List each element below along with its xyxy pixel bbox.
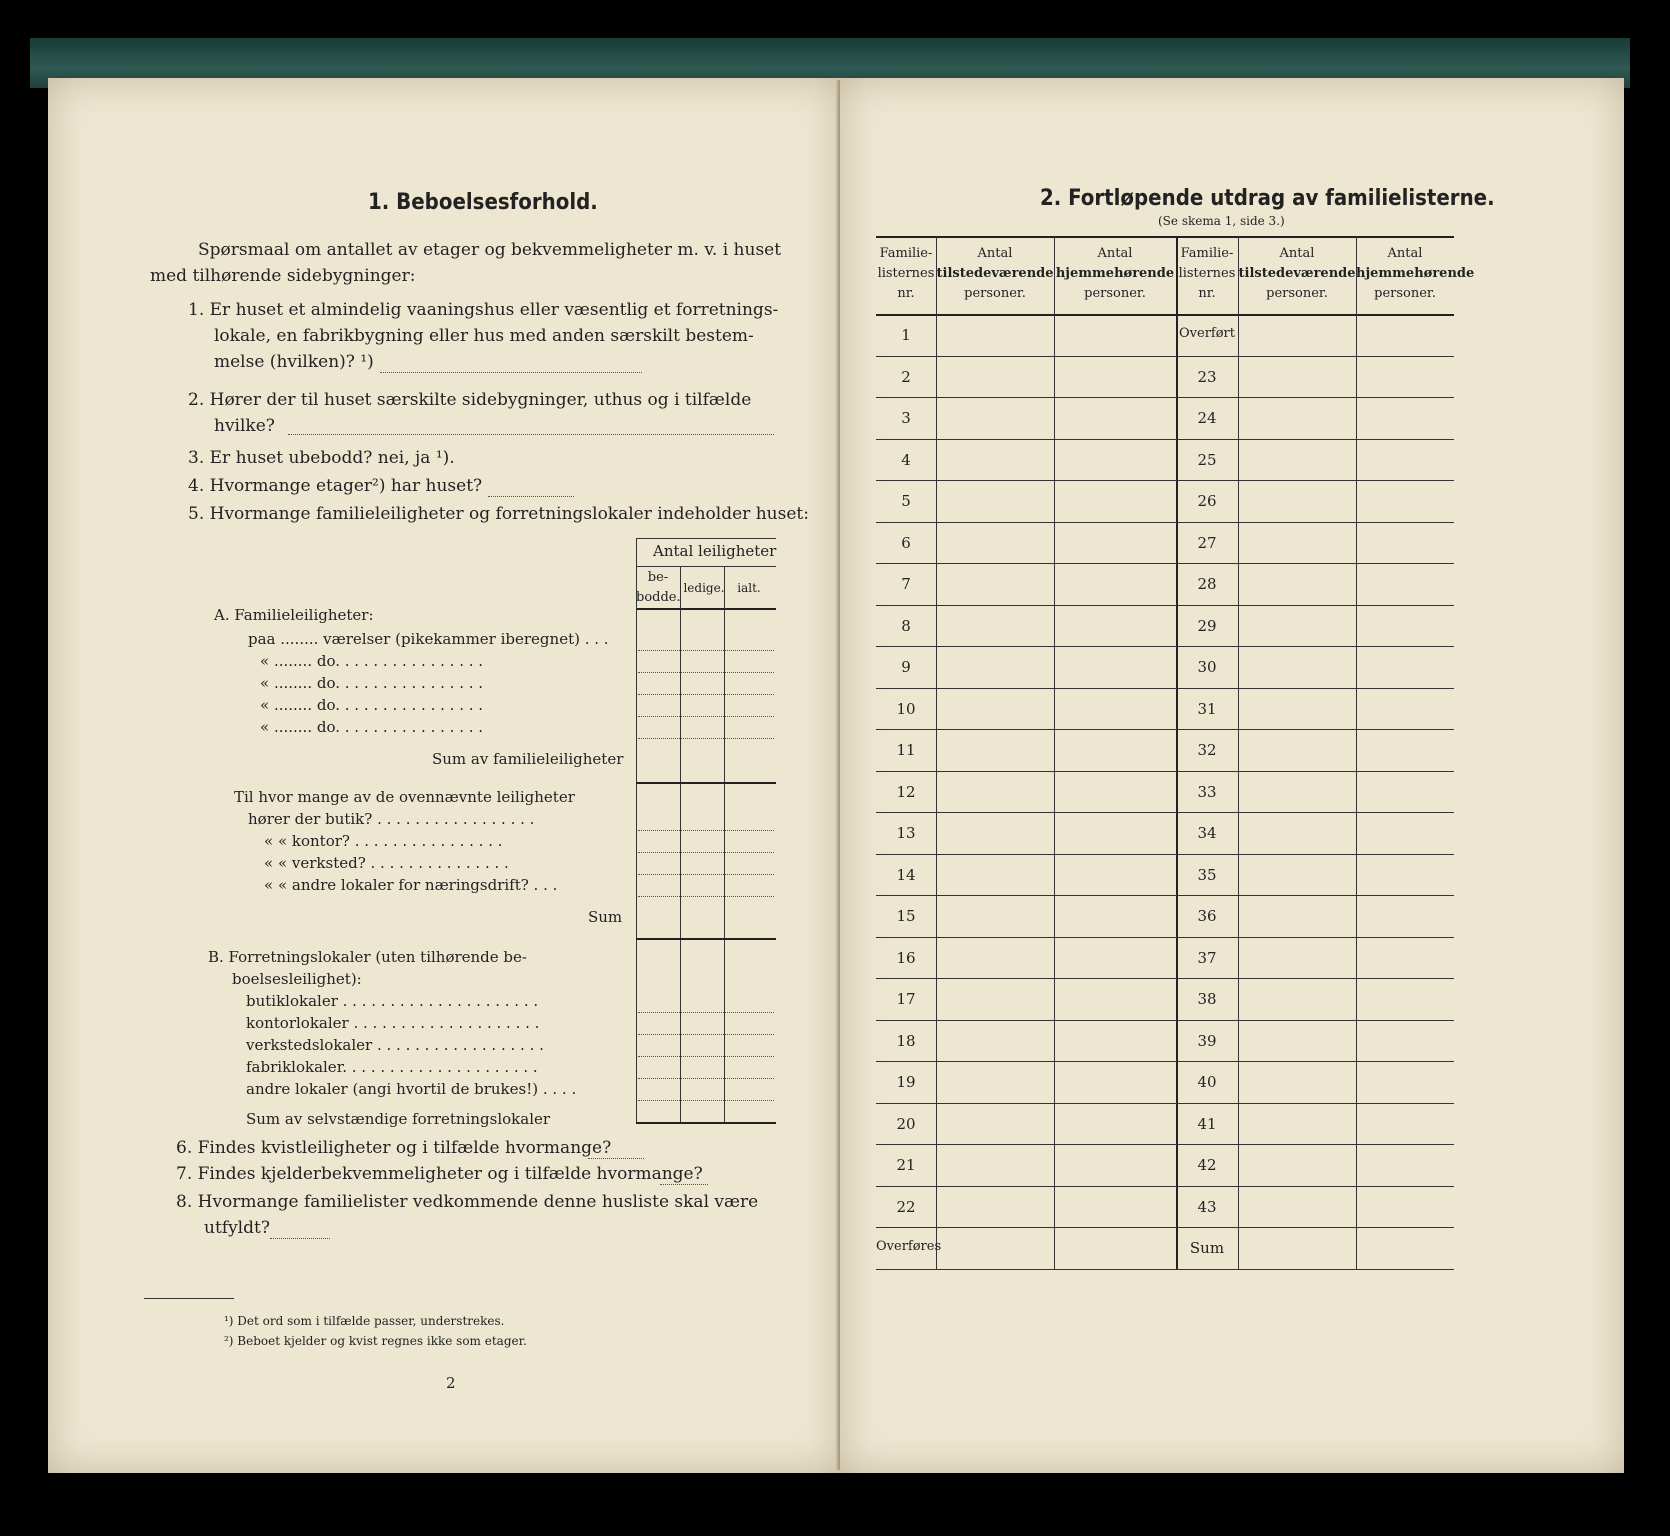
row-verkstedslokaler: verkstedslokaler . . . . . . . . . . . . . . . . . . (246, 1036, 544, 1054)
row-a-3: « ........ do. . . . . . . . . . . . . . . . (260, 674, 484, 692)
ledger-right-number: 41 (1197, 1114, 1217, 1133)
ledger-entry-cell[interactable] (938, 524, 1052, 562)
ledger-row-rule (876, 978, 1454, 979)
ledger-column-rule (1356, 236, 1357, 1269)
ledger-left-number: 6 (901, 533, 911, 552)
ledger-entry-cell[interactable] (938, 316, 1052, 354)
ledger-entry-cell[interactable] (938, 1188, 1052, 1226)
ledger-entry-cell[interactable] (1056, 607, 1174, 645)
ledger-entry-cell[interactable] (1358, 316, 1452, 354)
ledger-row-rule (876, 563, 1454, 564)
ledger-right-number: 33 (1197, 782, 1217, 801)
ledger-entry-cell[interactable] (1240, 1188, 1354, 1226)
ledger-entry-cell[interactable] (1358, 1105, 1452, 1143)
ledger-entry-cell[interactable] (1056, 1063, 1174, 1101)
ledger-entry-cell[interactable] (938, 980, 1052, 1018)
question-7: 7. Findes kjelderbekvemmeligheter og i tilfælde hvormange? (176, 1164, 703, 1184)
header-tilstedevaerende: Antal tilstedeværende personer. (936, 246, 1054, 301)
ledger-entry-cell[interactable] (1240, 731, 1354, 769)
ledger-entry-cell[interactable] (1240, 648, 1354, 686)
question-2-line-2: hvilke? (214, 416, 275, 436)
ledger-left-number: 11 (896, 741, 916, 759)
ledger-entry-cell[interactable] (1056, 939, 1174, 977)
ledger-right-number: 30 (1197, 658, 1217, 676)
ledger-row-rule (876, 1227, 1454, 1228)
ledger-column-rule (1238, 236, 1239, 1269)
question-3: 3. Er huset ubebodd? nei, ja ¹). (188, 448, 455, 468)
section-b-line-2: boelsesleilighet): (232, 970, 362, 988)
row-a-5: « ........ do. . . . . . . . . . . . . . . . (260, 718, 484, 736)
ledger-entry-cell[interactable] (938, 399, 1052, 437)
ledger-entry-cell[interactable] (1240, 1146, 1354, 1184)
question-8-line-1: 8. Hvormange familielister vedkommende denne husliste skal være (176, 1192, 759, 1212)
ledger-entry-cell[interactable] (1358, 939, 1452, 977)
sum-shop-label: Sum (588, 908, 623, 926)
ledger-right-number: 39 (1197, 1031, 1217, 1050)
ledger-entry-cell[interactable] (1056, 814, 1174, 852)
ledger-row-rule (876, 480, 1454, 481)
ledger-row-rule (876, 605, 1454, 606)
ledger-entry-cell[interactable] (1240, 1229, 1354, 1267)
ledger-left-number: 14 (896, 865, 916, 884)
ledger-right-number: 27 (1197, 533, 1217, 552)
ledger-entry-cell[interactable] (1240, 607, 1354, 645)
ledger-entry-cell[interactable] (1240, 482, 1354, 520)
ledger-entry-cell[interactable] (1056, 1105, 1174, 1143)
ledger-entry-cell[interactable] (1240, 856, 1354, 894)
ledger-right-number: 31 (1197, 699, 1217, 718)
ledger-entry-cell[interactable] (938, 1146, 1052, 1184)
ledger-entry-cell[interactable] (938, 1063, 1052, 1101)
ledger-entry-cell[interactable] (1240, 1063, 1354, 1101)
ledger-entry-cell[interactable] (938, 814, 1052, 852)
ledger-left-number: 1 (901, 326, 911, 344)
ledger-left-number: 13 (896, 824, 916, 842)
row-butiklokaler: butiklokaler . . . . . . . . . . . . . . . . . . . . . (246, 992, 539, 1010)
answer-line-q2[interactable] (288, 434, 774, 435)
ledger-row-rule (876, 1144, 1454, 1145)
ledger-right-number: Sum (1189, 1239, 1225, 1257)
sum-familieleiligheter-label: Sum av familieleiligheter (432, 750, 624, 768)
ledger-entry-cell[interactable] (1358, 690, 1452, 728)
ledger-entry-cell[interactable] (1056, 1146, 1174, 1184)
ledger-entry-cell[interactable] (1240, 939, 1354, 977)
answer-line-q4[interactable] (488, 496, 574, 497)
ledger-entry-cell[interactable] (1240, 316, 1354, 354)
row-kontor: « « kontor? . . . . . . . . . . . . . . . . (264, 832, 503, 850)
ledger-entry-cell[interactable] (1056, 897, 1174, 935)
ledger-entry-cell[interactable] (1240, 1105, 1354, 1143)
ledger-right-number: 34 (1197, 824, 1217, 842)
ledger-entry-cell[interactable] (938, 441, 1052, 479)
ledger-left-number: 15 (896, 907, 916, 925)
ledger-left-number: 5 (901, 492, 911, 510)
ledger-row-rule (876, 937, 1454, 938)
ledger-entry-cell[interactable] (1358, 1146, 1452, 1184)
row-fabriklokaler: fabriklokaler. . . . . . . . . . . . . . . . . . . . . (246, 1058, 538, 1076)
ledger-row-rule (876, 729, 1454, 730)
ledger-left-number: 16 (896, 948, 916, 967)
row-verksted: « « verksted? . . . . . . . . . . . . . . . (264, 854, 509, 872)
ledger-right-number: 28 (1197, 575, 1217, 593)
ledger-entry-cell[interactable] (1056, 524, 1174, 562)
ledger-left-number: 2 (901, 367, 911, 386)
row-a-4: « ........ do. . . . . . . . . . . . . . . . (260, 696, 484, 714)
ledger-entry-cell[interactable] (1358, 856, 1452, 894)
ledger-entry-cell[interactable] (1358, 773, 1452, 811)
ledger-row-rule (876, 646, 1454, 647)
ledger-entry-cell[interactable] (1056, 316, 1174, 354)
row-butik: hører der butik? . . . . . . . . . . . . . . . . . (248, 810, 535, 828)
ledger-row-rule (876, 1103, 1454, 1104)
ledger-entry-cell[interactable] (1240, 897, 1354, 935)
ledger-entry-cell[interactable] (1240, 814, 1354, 852)
ledger-row-rule (876, 1020, 1454, 1021)
ledger-row-rule (876, 688, 1454, 689)
ledger-row-rule (876, 895, 1454, 896)
ledger-left-number: 7 (901, 575, 911, 593)
ledger-entry-cell[interactable] (1358, 814, 1452, 852)
ledger-left-number: 10 (896, 699, 916, 718)
ledger-row-rule (876, 1269, 1454, 1270)
question-4: 4. Hvormange etager²) har huset? (188, 476, 483, 496)
question-1-line-1: 1. Er huset et almindelig vaaningshus eller væsentlig et forretnings- (188, 300, 779, 320)
shop-intro: Til hvor mange av de ovennævnte leiligheter (234, 788, 575, 806)
row-a-1: paa ........ værelser (pikekammer iberegnet) . . . (248, 630, 609, 648)
ledger-entry-cell[interactable] (1358, 980, 1452, 1018)
ledger-entry-cell[interactable] (938, 358, 1052, 396)
ledger-left-number: 12 (896, 782, 916, 801)
ledger-row-rule (876, 439, 1454, 440)
question-2-line-1: 2. Hører der til huset særskilte sidebygninger, uthus og i tilfælde (188, 390, 752, 410)
intro-line-1: Spørsmaal om antallet av etager og bekvemmeligheter m. v. i huset (198, 240, 782, 260)
section-b-line-1: B. Forretningslokaler (uten tilhørende be- (208, 948, 527, 966)
ledger-entry-cell[interactable] (1358, 1022, 1452, 1060)
ledger-left-number: 4 (901, 450, 911, 469)
col-header-bebodde: be- bodde. (636, 570, 681, 605)
ledger-left-number: 19 (896, 1073, 916, 1091)
ledger-entry-cell[interactable] (1358, 1188, 1452, 1226)
ledger-entry-cell[interactable] (1240, 1022, 1354, 1060)
section-subtitle: (Se skema 1, side 3.) (1158, 214, 1285, 228)
ledger-entry-cell[interactable] (1240, 773, 1354, 811)
row-a-2: « ........ do. . . . . . . . . . . . . . . . (260, 652, 484, 670)
ledger-row-rule (876, 522, 1454, 523)
ledger-entry-cell[interactable] (1240, 980, 1354, 1018)
ledger-entry-cell[interactable] (938, 897, 1052, 935)
ledger-right-number: 43 (1197, 1197, 1217, 1216)
row-andre-lokaler: « « andre lokaler for næringsdrift? . . . (264, 876, 558, 894)
ledger-right-number: 42 (1197, 1156, 1217, 1174)
sum-forretningslokaler-label: Sum av selvstændige forretningslokaler (246, 1110, 551, 1128)
ledger-entry-cell[interactable] (1358, 648, 1452, 686)
ledger-entry-cell[interactable] (938, 648, 1052, 686)
ledger-entry-cell[interactable] (1358, 441, 1452, 479)
header-familielisternes-nr-2: Familie- listernes nr. (1178, 246, 1236, 301)
ledger-entry-cell[interactable] (1358, 482, 1452, 520)
question-6: 6. Findes kvistleiligheter og i tilfælde hvormange? (176, 1138, 612, 1158)
ledger-entry-cell[interactable] (938, 565, 1052, 603)
ledger-right-number: 26 (1197, 492, 1217, 510)
ledger-right-number: 29 (1197, 616, 1217, 635)
ledger-left-number: 17 (896, 990, 916, 1008)
col-header-ialt: ialt. (737, 581, 761, 595)
ledger-left-number: 21 (896, 1156, 916, 1174)
ledger-entry-cell[interactable] (1358, 897, 1452, 935)
row-andre-lokaler-b: andre lokaler (angi hvortil de brukes!) . . . . (246, 1080, 577, 1098)
table-header-antal-leiligheter: Antal leiligheter (653, 542, 777, 560)
ledger-right-number: 25 (1197, 450, 1217, 469)
ledger-entry-cell[interactable] (1056, 690, 1174, 728)
ledger-row-rule (876, 854, 1454, 855)
ledger-entry-cell[interactable] (938, 690, 1052, 728)
question-5: 5. Hvormange familieleiligheter og forretningslokaler indeholder huset: (188, 504, 809, 524)
header-hjemmehorende: Antal hjemmehørende personer. (1055, 246, 1175, 301)
ledger-entry-cell[interactable] (1056, 1188, 1174, 1226)
ledger-row-rule (876, 356, 1454, 357)
ledger-column-rule (936, 236, 937, 1269)
ledger-entry-cell[interactable] (1056, 1229, 1174, 1267)
ledger-right-number: 40 (1197, 1073, 1217, 1091)
ledger-entry-cell[interactable] (938, 939, 1052, 977)
ledger-right-number: 23 (1197, 367, 1217, 386)
ledger-entry-cell[interactable] (1240, 399, 1354, 437)
ledger-entry-cell[interactable] (1056, 856, 1174, 894)
ledger-right-number: 36 (1197, 907, 1217, 925)
ledger-entry-cell[interactable] (1240, 690, 1354, 728)
ledger-left-number: 8 (901, 616, 911, 635)
ledger-entry-cell[interactable] (1056, 773, 1174, 811)
page-number: 2 (446, 1374, 456, 1392)
ledger-entry-cell[interactable] (1056, 565, 1174, 603)
ledger-entry-cell[interactable] (1358, 1229, 1452, 1267)
footnote-2: ²) Beboet kjelder og kvist regnes ikke som etager. (224, 1334, 527, 1348)
ledger-entry-cell[interactable] (1056, 648, 1174, 686)
ledger-entry-cell[interactable] (938, 773, 1052, 811)
ledger-entry-cell[interactable] (1056, 441, 1174, 479)
ledger-entry-cell[interactable] (1358, 1063, 1452, 1101)
ledger-right-number: 32 (1197, 741, 1217, 759)
ledger-entry-cell[interactable] (1056, 731, 1174, 769)
header-familielisternes-nr: Familie- listernes nr. (877, 246, 935, 301)
row-kontorlokaler: kontorlokaler . . . . . . . . . . . . . . . . . . . . (246, 1014, 540, 1032)
section-a-label: A. Familieleiligheter: (214, 606, 374, 624)
ledger-entry-cell[interactable] (938, 1105, 1052, 1143)
ledger-row-rule (876, 1186, 1454, 1187)
ledger-entry-cell[interactable] (1056, 980, 1174, 1018)
ledger-entry-cell[interactable] (938, 1229, 1052, 1267)
ledger-row-rule (876, 771, 1454, 772)
ledger-entry-cell[interactable] (1240, 565, 1354, 603)
right-page (840, 78, 1624, 1473)
ledger-column-rule (1054, 236, 1055, 1269)
ledger-left-number: 20 (896, 1114, 916, 1133)
header-tilstedevaerende-2: Antal tilstedeværende personer. (1238, 246, 1356, 301)
ledger-left-number: 9 (901, 658, 911, 676)
question-8-line-2: utfyldt? (204, 1218, 270, 1238)
ledger-entry-cell[interactable] (1056, 1022, 1174, 1060)
ledger-entry-cell[interactable] (938, 482, 1052, 520)
ledger-entry-cell[interactable] (1240, 524, 1354, 562)
left-page (48, 78, 840, 1473)
ledger-entry-cell[interactable] (1240, 441, 1354, 479)
ledger-row-rule (876, 812, 1454, 813)
ledger-row-rule (876, 397, 1454, 398)
question-1-line-3: melse (hvilken)? ¹) (214, 352, 374, 372)
ledger-left-number: 3 (901, 409, 911, 427)
ledger-entry-cell[interactable] (1358, 607, 1452, 645)
ledger-right-number: 38 (1197, 990, 1217, 1008)
header-hjemmehorende-2: Antal hjemmehørende personer. (1356, 246, 1475, 301)
ledger-right-number: Overført (1179, 326, 1235, 341)
ledger-right-number: 37 (1197, 948, 1217, 967)
ledger-entry-cell[interactable] (938, 607, 1052, 645)
ledger-entry-cell[interactable] (1240, 358, 1354, 396)
ledger-entry-cell[interactable] (938, 1022, 1052, 1060)
footnote-1: ¹) Det ord som i tilfælde passer, understrekes. (224, 1314, 505, 1328)
ledger-right-number: 35 (1197, 865, 1217, 884)
question-1-line-2: lokale, en fabrikbygning eller hus med anden særskilt bestem- (214, 326, 754, 346)
ledger-left-number: Overføres (876, 1239, 942, 1254)
section-title-familielister: 2. Fortløpende utdrag av familielisterne. (1040, 186, 1495, 211)
ledger-entry-cell[interactable] (1358, 399, 1452, 437)
intro-line-2: med tilhørende sidebygninger: (150, 266, 416, 286)
answer-line-q1[interactable] (380, 372, 642, 373)
ledger-entry-cell[interactable] (938, 856, 1052, 894)
ledger-left-number: 22 (896, 1197, 916, 1216)
ledger-entry-cell[interactable] (1358, 565, 1452, 603)
ledger-entry-cell[interactable] (1056, 482, 1174, 520)
ledger-entry-cell[interactable] (1358, 358, 1452, 396)
section-title-beboelsesforhold: 1. Beboelsesforhold. (368, 190, 598, 215)
ledger-entry-cell[interactable] (938, 731, 1052, 769)
col-header-ledige: ledige. (683, 581, 725, 595)
ledger-entry-cell[interactable] (1358, 524, 1452, 562)
ledger-top-rule (876, 236, 1454, 238)
ledger-entry-cell[interactable] (1056, 399, 1174, 437)
ledger-row-rule (876, 1061, 1454, 1062)
ledger-entry-cell[interactable] (1358, 731, 1452, 769)
ledger-right-number: 24 (1197, 409, 1217, 427)
ledger-entry-cell[interactable] (1056, 358, 1174, 396)
ledger-left-number: 18 (896, 1031, 916, 1050)
